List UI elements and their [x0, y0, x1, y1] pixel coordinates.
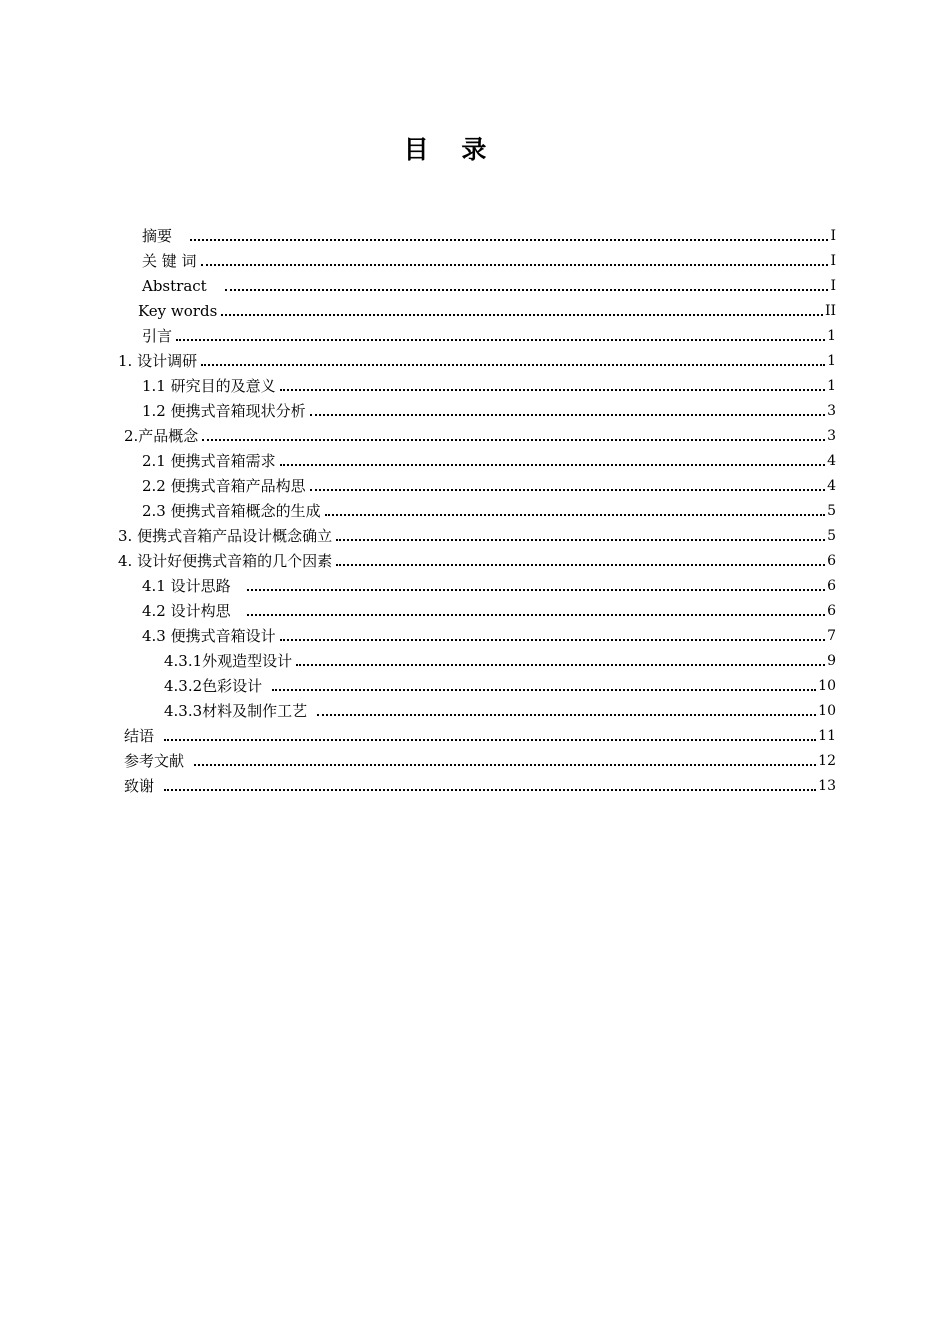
toc-entry-page: 3 [827, 403, 836, 419]
toc-entry-label: 4. 设计好便携式音箱的几个因素 [118, 552, 333, 570]
toc-entry-section-4-1[interactable] [142, 574, 836, 599]
toc-entry-label: 2.2 便携式音箱产品构思 [142, 477, 306, 495]
toc-entry-section-1-1[interactable] [142, 374, 836, 399]
toc-entry-label: 摘要 [142, 227, 173, 245]
toc-entry-page: II [824, 303, 836, 319]
toc-entry-label: 2.3 便携式音箱概念的生成 [142, 502, 321, 520]
toc-leader-dots [296, 664, 825, 666]
toc-entry-label: 2.产品概念 [124, 427, 199, 445]
toc-entry-conclusion[interactable] [124, 724, 836, 749]
toc-entry-page: 11 [818, 728, 836, 744]
toc-leader-dots [201, 264, 829, 266]
toc-entry-chapter-3[interactable] [118, 524, 836, 549]
toc-leader-dots [280, 639, 825, 641]
toc-entry-chapter-1[interactable] [118, 349, 836, 374]
toc-leader-dots [317, 714, 816, 716]
toc-entry-section-1-2[interactable] [142, 399, 836, 424]
toc-entry-label: 参考文献 [124, 752, 185, 770]
toc-leader-dots [325, 514, 825, 516]
toc-entry-chapter-4[interactable] [118, 549, 836, 574]
toc-entry-page: 10 [818, 703, 836, 719]
toc-entry-label: 1.1 研究目的及意义 [142, 377, 276, 395]
toc-entry-section-2-3[interactable] [142, 499, 836, 524]
toc-entry-label: 结语 [124, 727, 155, 745]
toc-leader-dots [201, 364, 825, 366]
toc-entry-label: 1.2 便携式音箱现状分析 [142, 402, 306, 420]
toc-entry-section-2-2[interactable] [142, 474, 836, 499]
toc-entry-abstract-en[interactable] [142, 274, 836, 299]
toc-leader-dots [194, 764, 816, 766]
toc-entry-label: 2.1 便携式音箱需求 [142, 452, 276, 470]
page-title: 目 录 [403, 135, 499, 164]
toc-entry-page: 6 [827, 603, 836, 619]
toc-entry-section-4-3-1[interactable] [164, 649, 836, 674]
toc-entry-page: 1 [827, 328, 836, 344]
toc-entry-page: 6 [827, 553, 836, 569]
toc-entry-label: Key words [138, 302, 218, 320]
toc-entry-page: 4 [827, 453, 836, 469]
toc-entry-page: 4 [827, 478, 836, 494]
toc-entry-label: 4.1 设计思路 [142, 577, 231, 595]
toc-entry-section-4-3-2[interactable] [164, 674, 836, 699]
toc-entry-section-2-1[interactable] [142, 449, 836, 474]
toc-leader-dots [225, 289, 829, 291]
toc-entry-label: 关 键 词 [142, 252, 197, 270]
toc-entry-page: 12 [818, 753, 836, 769]
toc-leader-dots [280, 464, 825, 466]
toc-entry-label: 致谢 [124, 777, 155, 795]
toc-entry-page: 13 [818, 778, 836, 794]
toc-entry-page: 5 [827, 528, 836, 544]
toc-leader-dots [247, 589, 825, 591]
toc-entry-label: 4.3.2色彩设计 [164, 677, 263, 695]
toc-entry-page: 10 [818, 678, 836, 694]
toc-entry-acknowledgements[interactable] [124, 774, 836, 799]
toc-leader-dots [247, 614, 825, 616]
toc-entry-introduction[interactable] [142, 324, 836, 349]
toc-entry-section-4-3[interactable] [142, 624, 836, 649]
toc-entry-section-4-3-3[interactable] [164, 699, 836, 724]
toc-entry-label: 3. 便携式音箱产品设计概念确立 [118, 527, 333, 545]
toc-leader-dots [336, 539, 825, 541]
toc-entry-page: 1 [827, 353, 836, 369]
toc-leader-dots [164, 739, 816, 741]
toc-entry-page: 9 [827, 653, 836, 669]
toc-entry-label: 4.3 便携式音箱设计 [142, 627, 276, 645]
toc-entry-page: I [830, 253, 836, 269]
toc-entry-keywords-en[interactable] [138, 299, 836, 324]
toc-entry-page: I [830, 278, 836, 294]
toc-entry-page: 6 [827, 578, 836, 594]
toc-entry-label: 4.2 设计构思 [142, 602, 231, 620]
toc-entry-page: 1 [827, 378, 836, 394]
toc-entry-label: Abstract [142, 277, 207, 295]
toc-entry-references[interactable] [124, 749, 836, 774]
toc-leader-dots [202, 439, 825, 441]
toc-entry-page: 5 [827, 503, 836, 519]
toc-entry-chapter-2[interactable] [124, 424, 836, 449]
toc-leader-dots [221, 314, 823, 316]
toc-entry-page: I [830, 228, 836, 244]
toc-leader-dots [164, 789, 816, 791]
toc-entry-label: 1. 设计调研 [118, 352, 198, 370]
toc-entry-page: 3 [827, 428, 836, 444]
toc-leader-dots [336, 564, 825, 566]
toc-leader-dots [272, 689, 816, 691]
toc-entry-label: 4.3.3材料及制作工艺 [164, 702, 308, 720]
toc-leader-dots [280, 389, 825, 391]
toc-entry-label: 4.3.1外观造型设计 [164, 652, 293, 670]
toc-entry-abstract-cn[interactable] [142, 224, 836, 249]
toc-entry-page: 7 [827, 628, 836, 644]
toc-entry-keywords-cn[interactable] [142, 249, 836, 274]
toc-leader-dots [310, 414, 825, 416]
toc-leader-dots [310, 489, 825, 491]
toc-entry-section-4-2[interactable] [142, 599, 836, 624]
toc-entry-label: 引言 [142, 327, 173, 345]
toc-leader-dots [190, 239, 828, 241]
toc-leader-dots [176, 339, 825, 341]
